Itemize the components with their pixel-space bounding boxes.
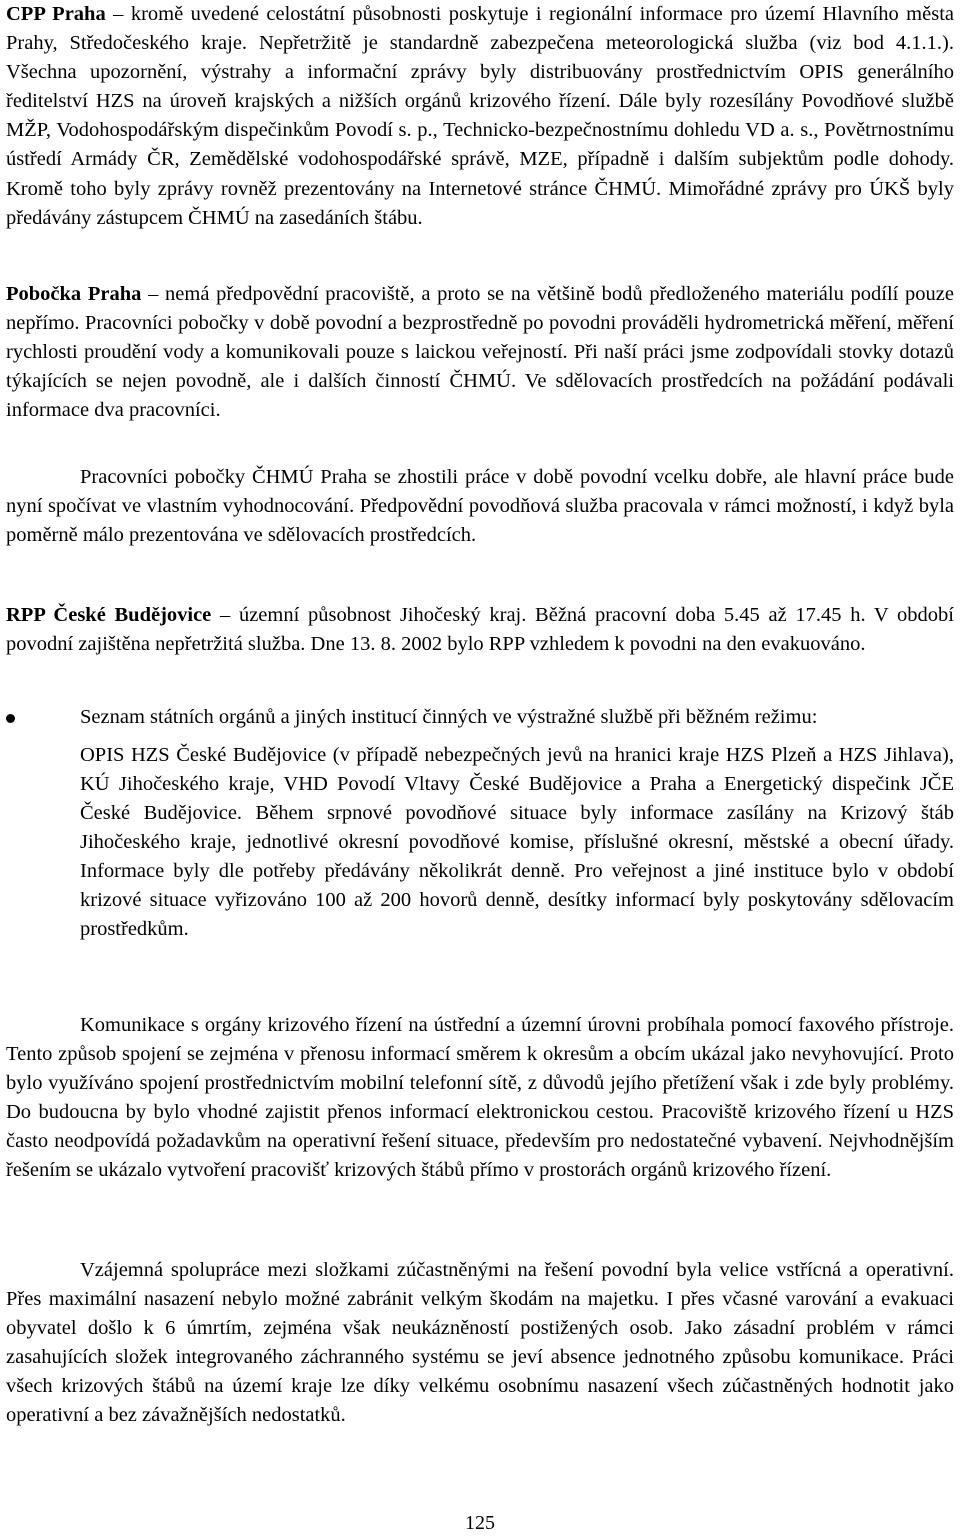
paragraph-pracovnici: [6, 463, 954, 550]
paragraph-spoluprace: [6, 1256, 954, 1430]
paragraph-text: [6, 280, 954, 425]
page-number: 125: [465, 1512, 495, 1534]
paragraph-lead: CPP Praha: [6, 3, 106, 25]
paragraph-pobocka-praha: [6, 280, 954, 425]
paragraph-lead: RPP České Budějovice: [6, 604, 212, 626]
bullet-heading: Seznam státních orgánů a jiných institucí činných ve výstražné službě při běžném režimu:: [80, 706, 818, 728]
paragraph-body: Pracovníci pobočky ČHMÚ Praha se zhostili práce v době povodní vcelku dobře, ale hlavní práce bude nyní spočívat ve vlastním vyhodnocování. Předpovědní povodňová služba pracovala v rámci možností, i když byla poměrně málo prezentována ve sdělovacích prostředcích.: [6, 466, 954, 546]
paragraph-body: – územní působnost Jihočeský kraj. Běžná pracovní doba 5.45 až 17.45 h. V období povodní zajištěna nepřetržitá služba. Dne 13. 8. 2002 bylo RPP vzhledem k povodni na den evakuováno.: [6, 604, 954, 655]
paragraph-text: [6, 601, 954, 659]
paragraph-cpp-praha: [6, 0, 954, 233]
bullet-body-text: OPIS HZS České Budějovice (v případě nebezpečných jevů na hranici kraje HZS Plzeň a HZS Jihlava), KÚ Jihočeského kraje, VHD Povodí Vltavy České Budějovice a Praha a Energetický dispečink JČE České Budějovice. Během srpnové povodňové situace byly informace zasílány na Krizový štáb Jihočeského kraje, jednotlivé okresní povodňové komise, příslušné okresní, městské a obecní úřady. Informace byly dle potřeby předávány několikrát denně. Pro veřejnost a jiné instituce bylo v období krizové situace vyřizováno 100 až 200 hovorů denně, desítky informací byly poskytovány sdělovacím prostředkům.: [80, 744, 954, 940]
bullet-list-item: [6, 703, 954, 944]
paragraph-body: Vzájemná spolupráce mezi složkami zúčastněnými na řešení povodní byla velice vstřícná a operativní. Přes maximální nasazení nebylo možné zabránit velkým škodám na majetku. I přes včasné varování a evakuaci obyvatel došlo k 6 úmrtím, zejména však neukázněností postižených osob. Jako zásadní problém v rámci zasahujících složek integrovaného záchranného systému se jeví absence jednotného způsobu komunikace. Práci všech krizových štábů na území kraje lze díky velkému osobnímu nasazení všech zúčastněných hodnotit jako operativní a bez závažnějších nedostatků.: [6, 1259, 954, 1426]
bullet-icon: [6, 714, 15, 723]
paragraph-lead: Pobočka Praha: [6, 283, 142, 305]
bullet-content: [80, 703, 954, 944]
paragraph-komunikace: [6, 1011, 954, 1185]
paragraph-rpp-ceske-budejovice: [6, 601, 954, 659]
paragraph-body: – kromě uvedené celostátní působnosti poskytuje i regionální informace pro území Hlavního města Prahy, Středočeského kraje. Nepřetržitě je standardně zabezpečena meteorologická služba (viz bod 4.1.1.). Všechna upozornění, výstrahy a informační zprávy byly distribuovány prostřednictvím OPIS generálního ředitelství HZS na úroveň krajských a nižších orgánů krizového řízení. Dále byly rozesílány Povodňové službě MŽP, Vodohospodářským dispečinkům Povodí s. p., Technicko-bezpečnostnímu dohledu VD a. s., Povětrnostnímu ústředí Armády ČR, Zemědělské vodohospodářské správě, MZE, případně i dalším subjektům podle dohody. Kromě toho byly zprávy rovněž prezentovány na Internetové stránce ČHMÚ. Mimořádné zprávy pro ÚKŠ byly předávány zástupcem ČHMÚ na zasedáních štábu.: [6, 3, 954, 229]
paragraph-body: – nemá předpovědní pracoviště, a proto se na většině bodů předloženého materiálu podílí pouze nepřímo. Pracovníci pobočky v době povodní a bezprostředně po povodni prováděli hydrometrická měření, měření rychlosti proudění vody a komunikovali pouze s laickou veřejností. Při naší práci jsme zodpovídali stovky dotazů týkajících se nejen povodně, ale i dalších činností ČHMÚ. Ve sdělovacích prostředcích na požádání podávali informace dva pracovníci.: [6, 283, 954, 421]
paragraph-body: Komunikace s orgány krizového řízení na ústřední a územní úrovni probíhala pomocí faxového přístroje. Tento způsob spojení se zejména v přenosu informací směrem k okresům a obcím ukázal jako nevyhovující. Proto bylo využíváno spojení prostřednictvím mobilní telefonní sítě, z důvodů jejího přetížení však i zde byly problémy. Do budoucna by bylo vhodné zajistit přenos informací elektronickou cestou. Pracoviště krizového řízení u HZS často neodpovídá požadavkům na operativní řešení situace, především pro nedostatečné vybavení. Nejvhodnějším řešením se ukázalo vytvoření pracovišť krizových štábů přímo v prostorách orgánů krizového řízení.: [6, 1014, 954, 1181]
paragraph-text: [6, 0, 954, 233]
